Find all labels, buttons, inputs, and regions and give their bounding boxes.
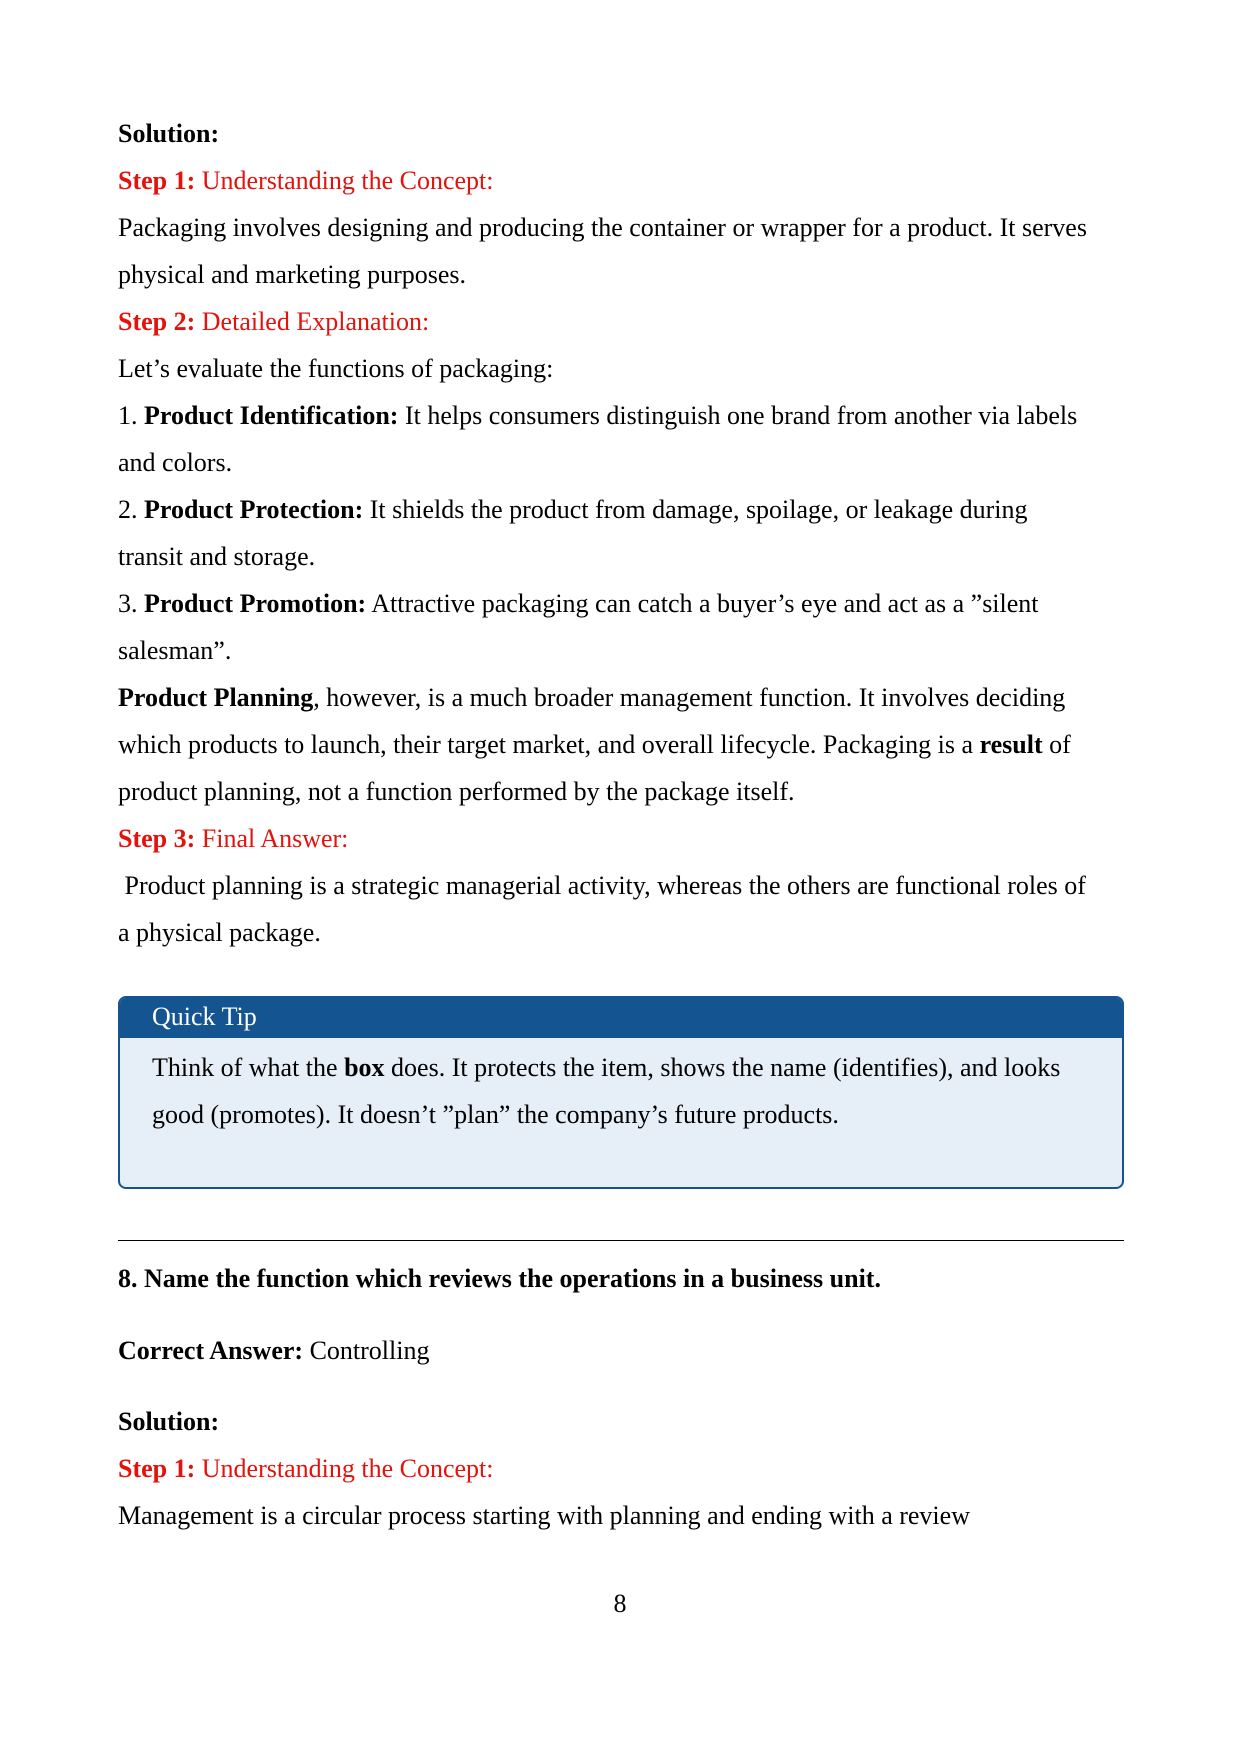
- list-term: Product Promotion:: [144, 589, 367, 618]
- step3-label: Step 3:: [118, 824, 196, 853]
- quick-tip-line2: good (promotes). It doesn’t ”plan” the company’s future products.: [152, 1100, 839, 1129]
- list-term: Product Protection:: [144, 495, 364, 524]
- product-planning-line3: product planning, not a function performed by the package itself.: [118, 777, 795, 806]
- step3-heading: [118, 815, 1124, 862]
- correct-answer: [118, 1327, 1124, 1374]
- list-item-identification-cont: and colors.: [118, 448, 233, 477]
- correct-answer-label: Correct Answer:: [118, 1336, 304, 1365]
- step2-label: Step 2:: [118, 307, 196, 336]
- list-item-promotion: [118, 580, 1124, 627]
- quick-tip-text: Think of what the: [152, 1053, 338, 1082]
- list-number: 2.: [118, 495, 138, 524]
- list-item-identification: [118, 392, 1124, 439]
- step1-title: Understanding the Concept:: [201, 166, 494, 195]
- question-8: 8. Name the function which reviews the operations in a business unit.: [118, 1264, 881, 1293]
- product-planning-text: of: [1049, 730, 1071, 759]
- step2-heading: [118, 298, 1124, 345]
- step3-text-line1: Product planning is a strategic managerial activity, whereas the others are functional roles of: [118, 871, 1086, 900]
- step3-text-line2: a physical package.: [118, 918, 321, 947]
- list-text: It helps consumers distinguish one brand from another via labels: [404, 401, 1078, 430]
- step1-text-line1: Packaging involves designing and producing the container or wrapper for a product. It serves: [118, 213, 1087, 242]
- correct-answer-value: Controlling: [309, 1336, 430, 1365]
- quick-tip-box: [118, 996, 1124, 1189]
- q8-step1-label: Step 1:: [118, 1454, 196, 1483]
- step3-title: Final Answer:: [201, 824, 349, 853]
- page-number: 8: [613, 1589, 627, 1618]
- quick-tip-body: [120, 1038, 1122, 1138]
- step1-text-line2: physical and marketing purposes.: [118, 260, 467, 289]
- list-number: 1.: [118, 401, 138, 430]
- step1-label: Step 1:: [118, 166, 196, 195]
- product-planning-line1: [118, 674, 1124, 721]
- list-item-protection: [118, 486, 1124, 533]
- solution-heading: Solution:: [118, 119, 220, 148]
- list-term: Product Identification:: [144, 401, 399, 430]
- list-item-promotion-cont: salesman”.: [118, 636, 232, 665]
- step2-intro: Let’s evaluate the functions of packaging:: [118, 354, 554, 383]
- product-planning-text: , however, is a much broader management function. It involves deciding: [313, 683, 1066, 712]
- solution-section: [118, 110, 1124, 956]
- quick-tip-line1: [152, 1044, 1092, 1091]
- quick-tip-text: does. It protects the item, shows the name (identifies), and looks: [391, 1053, 1061, 1082]
- product-planning-line2: [118, 721, 1124, 768]
- list-text: It shields the product from damage, spoilage, or leakage during: [369, 495, 1028, 524]
- quick-tip-title: Quick Tip: [120, 998, 1122, 1038]
- product-planning-text: which products to launch, their target market, and overall lifecycle. Packaging is a: [118, 730, 974, 759]
- list-number: 3.: [118, 589, 138, 618]
- list-item-protection-cont: transit and storage.: [118, 542, 316, 571]
- solution-heading-q8: Solution:: [118, 1407, 220, 1436]
- q8-step1-text: Management is a circular process starting with planning and ending with a review: [118, 1501, 970, 1530]
- q8-step1-heading: [118, 1445, 1124, 1492]
- quick-tip-bold: box: [344, 1053, 385, 1082]
- result-term: result: [979, 730, 1043, 759]
- step1-heading: [118, 157, 1124, 204]
- step2-title: Detailed Explanation:: [201, 307, 430, 336]
- product-planning-term: Product Planning: [118, 683, 314, 712]
- divider: [118, 1240, 1124, 1241]
- q8-step1-title: Understanding the Concept:: [201, 1454, 494, 1483]
- list-text: Attractive packaging can catch a buyer’s eye and act as a ”silent: [371, 589, 1039, 618]
